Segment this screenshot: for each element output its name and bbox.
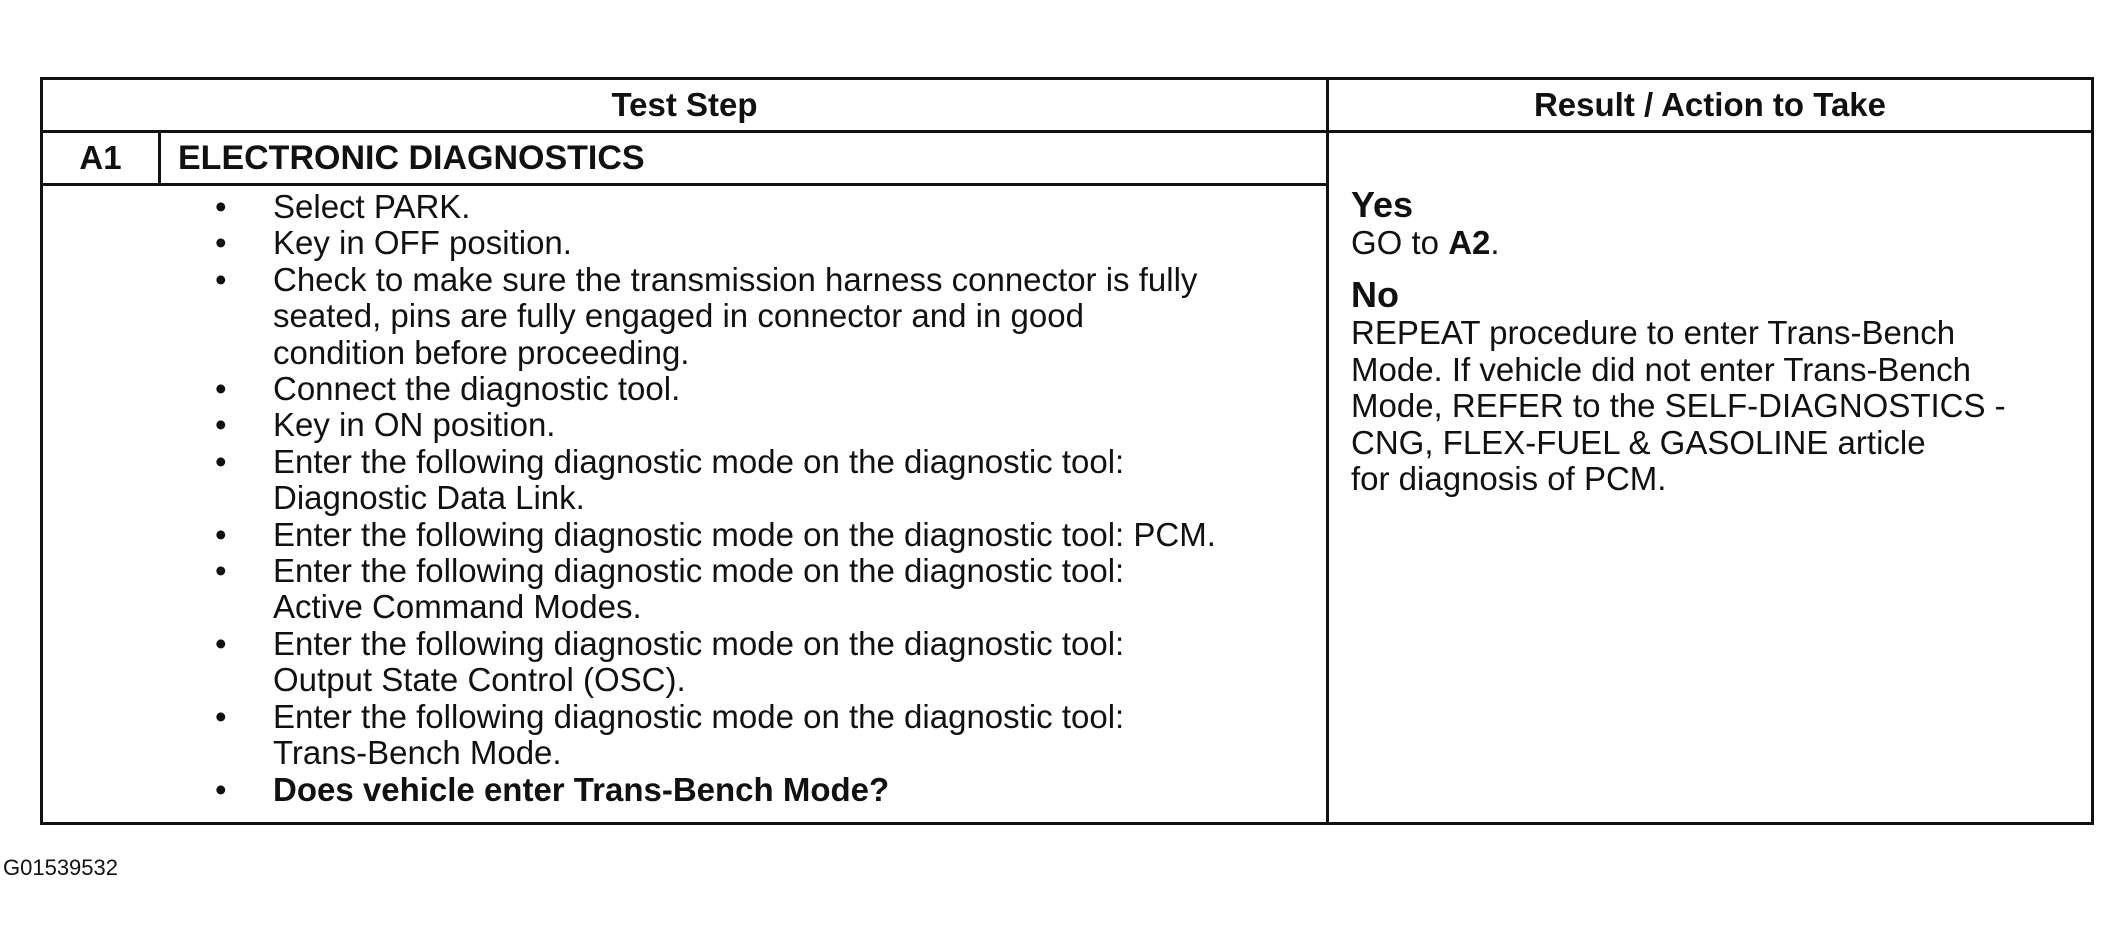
step-id-divider — [158, 132, 161, 184]
step-title-divider — [43, 183, 1328, 186]
test-step-text: Enter the following diagnostic mode on the diagnostic tool: Active Command Modes. — [273, 552, 1125, 626]
yes-action-target: A2 — [1448, 224, 1491, 261]
header-divider — [43, 130, 2091, 133]
bullet-icon: • — [215, 770, 227, 808]
yes-action-suffix: . — [1490, 224, 1500, 261]
test-step-item — [185, 225, 1365, 261]
test-step-item — [185, 553, 1365, 626]
result-action-cell — [1351, 185, 2091, 497]
test-step-item — [185, 407, 1365, 443]
test-step-item — [185, 189, 1365, 225]
yes-action-prefix: GO to — [1351, 224, 1449, 261]
test-step-text: Key in OFF position. — [273, 224, 572, 262]
test-step-text: Key in ON position. — [273, 406, 556, 444]
test-step-item — [185, 262, 1365, 371]
no-action: REPEAT procedure to enter Trans-Bench Mode. If vehicle did not enter Trans-Bench Mode, REFER to the SELF-DIAGNOSTICS - CNG, FLEX-FUEL & GASOLINE article for diagnosis of PCM. — [1351, 314, 2006, 498]
no-label: No — [1351, 274, 1399, 316]
header-result-action: Result / Action to Take — [1533, 86, 1887, 123]
step-title: ELECTRONIC DIAGNOSTICS — [178, 139, 645, 177]
test-step-text: Enter the following diagnostic mode on the diagnostic tool: Output State Control (OSC). — [273, 624, 1125, 699]
test-step-text: Connect the diagnostic tool. — [273, 370, 681, 408]
test-step-text: Enter the following diagnostic mode on the diagnostic tool: Trans-Bench Mode. — [273, 697, 1125, 772]
bullet-icon: • — [215, 442, 227, 480]
test-step-item — [185, 517, 1365, 553]
test-step-text: Does vehicle enter Trans-Bench Mode? — [273, 770, 890, 808]
bullet-icon: • — [215, 624, 227, 662]
test-step-text: Select PARK. — [273, 188, 471, 225]
bullet-icon: • — [215, 406, 227, 444]
figure-id: G01539532 — [3, 855, 118, 880]
yes-label: Yes — [1351, 184, 1414, 225]
test-step-text: Enter the following diagnostic mode on the diagnostic tool: Diagnostic Data Link. — [273, 442, 1125, 517]
test-step-item — [185, 772, 1365, 808]
yes-action — [1351, 225, 2091, 261]
step-id: A1 — [79, 139, 122, 176]
test-step-text: Check to make sure the transmission harness connector is fully seated, pins are fully engaged in connector and in good condition before proceeding. — [273, 260, 1198, 371]
test-step-item — [185, 444, 1365, 517]
bullet-icon: • — [215, 260, 227, 298]
test-step-item — [185, 626, 1365, 699]
bullet-icon: • — [215, 697, 227, 735]
test-step-item — [185, 371, 1365, 407]
bullet-icon: • — [215, 188, 227, 225]
diagnostic-test-table — [40, 77, 2094, 825]
bullet-icon: • — [215, 515, 227, 553]
bullet-icon: • — [215, 552, 227, 590]
test-step-text: Enter the following diagnostic mode on the diagnostic tool: PCM. — [273, 515, 1216, 553]
header-test-step: Test Step — [611, 86, 758, 123]
bullet-icon: • — [215, 370, 227, 408]
test-step-item — [185, 699, 1365, 772]
test-step-list — [185, 189, 1365, 808]
bullet-icon: • — [215, 224, 227, 262]
